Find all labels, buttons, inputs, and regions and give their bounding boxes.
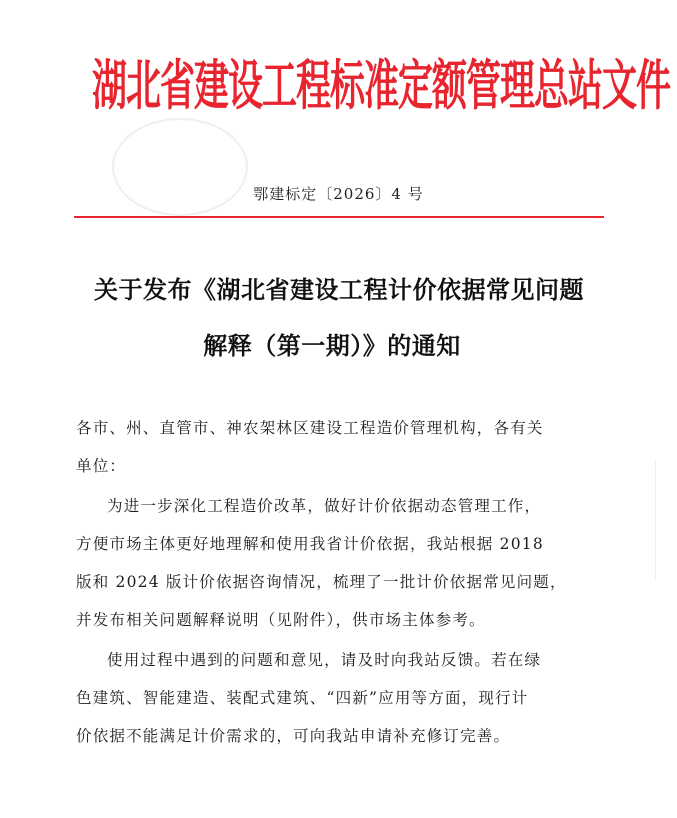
scan-artifact [655, 460, 656, 580]
body-line-addressee-cont: 单位： [76, 457, 127, 475]
body-line-addressee: 各市、州、直管市、神农架林区建设工程造价管理机构，各有关 [76, 419, 544, 437]
body-line-p1-1: 为进一步深化工程造价改革，做好计价依据动态管理工作， [107, 497, 542, 515]
body-line-p1-2: 方便市场主体更好地理解和使用我省计价依据，我站根据 2018 [76, 535, 544, 553]
body-line-p2-2: 色建筑、智能建造、装配式建筑、“四新”应用等方面，现行计 [76, 689, 529, 707]
body-line-p1-4: 并发布相关问题解释说明（见附件），供市场主体参考。 [76, 611, 486, 629]
notice-title-line-2: 解释（第一期）》的通知 [203, 331, 461, 360]
red-divider-line [74, 216, 604, 218]
notice-title-line-1: 关于发布《湖北省建设工程计价依据常见问题 [94, 275, 584, 304]
agency-header-title: 湖北省建设工程标准定额管理总站文件 [92, 54, 671, 118]
body-line-p2-3: 价依据不能满足计价需求的，可向我站申请补充修订完善。 [76, 727, 511, 745]
body-line-p2-1: 使用过程中遇到的问题和意见，请及时向我站反馈。若在绿 [107, 651, 542, 669]
body-line-p1-3: 版和 2024 版计价依据咨询情况，梳理了一批计价依据常见问题， [76, 573, 567, 591]
document-number: 鄂建标定〔2026〕4 号 [253, 185, 424, 203]
